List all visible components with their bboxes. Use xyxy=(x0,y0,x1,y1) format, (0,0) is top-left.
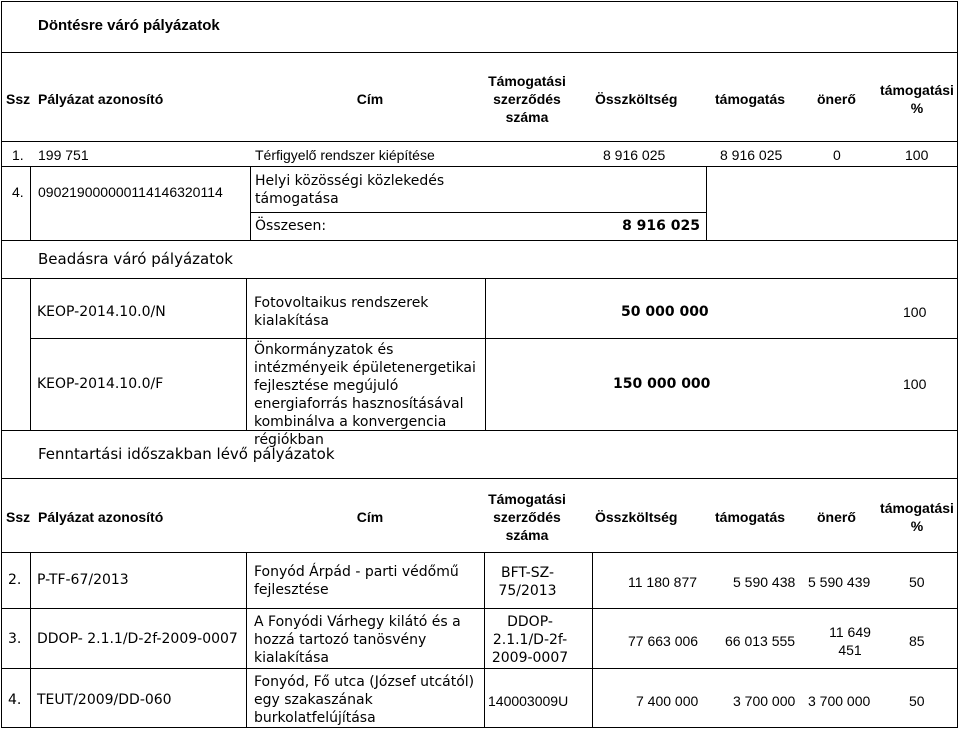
row-ssz: 2. xyxy=(8,572,22,588)
header-cim: Cím xyxy=(356,509,384,525)
row-tamogatas: 3 700 000 xyxy=(733,693,796,709)
header-szazalek: támogatási % xyxy=(880,500,954,534)
rule xyxy=(1,240,958,241)
row-szazalek: 50 xyxy=(909,693,925,709)
total-value: 8 916 025 xyxy=(622,218,700,234)
row-ssz: 4. xyxy=(12,184,24,200)
section-title-deciding: Döntésre váró pályázatok xyxy=(38,17,220,34)
rule xyxy=(1,141,958,142)
row-szerzodes: DDOP-2.1.1/D-2f-2009-0007 xyxy=(491,614,569,666)
section-title-maintenance: Fenntartási időszakban lévő pályázatok xyxy=(38,445,335,463)
rule xyxy=(30,552,31,728)
row-szerzodes: BFT-SZ-75/2013 xyxy=(498,565,557,599)
rule xyxy=(592,552,593,728)
row-onero: 3 700 000 xyxy=(808,693,871,709)
row-onero: 11 649 451 xyxy=(829,624,871,658)
header-osszkoltseg: Összköltség xyxy=(595,509,678,525)
header-ssz: Ssz xyxy=(6,91,31,107)
row-szazalek: 85 xyxy=(909,633,925,649)
header-ssz: Ssz xyxy=(6,509,31,525)
row-osszkoltseg: 77 663 006 xyxy=(628,633,699,649)
row-azonosito: KEOP-2014.10.0/F xyxy=(37,376,164,392)
row-szazalek: 100 xyxy=(903,304,927,320)
header-azonosito: Pályázat azonosító xyxy=(38,509,164,525)
rule xyxy=(246,552,247,728)
row-onero: 0 xyxy=(833,147,841,163)
row-szazalek: 50 xyxy=(909,574,925,590)
rule xyxy=(1,430,958,431)
row-onero: 5 590 439 xyxy=(808,574,871,590)
document-frame xyxy=(1,1,958,728)
row-osszkoltseg: 7 400 000 xyxy=(636,693,699,709)
row-osszkoltseg: 50 000 000 xyxy=(621,304,709,320)
row-cim: A Fonyódi Várhegy kilátó és a hozzá tartozó tanösvény kialakítása xyxy=(254,614,461,666)
row-azonosito: KEOP-2014.10.0/N xyxy=(37,304,166,320)
section-title-pending: Beadásra váró pályázatok xyxy=(38,250,233,268)
row-ssz: 1. xyxy=(12,147,24,163)
header-osszkoltseg: Összköltség xyxy=(595,91,678,107)
row-cim: Önkormányzatok és intézményeik épületenergetikai fejlesztése megújuló energiaforrás hasznosításával kombinálva a konvergencia régiókban xyxy=(254,342,476,448)
row-azonosito: TEUT/2009/DD-060 xyxy=(37,692,172,708)
header-szerzodes: Támogatási szerződés száma xyxy=(488,491,566,543)
rule xyxy=(1,668,958,669)
row-cim: Fonyód Árpád - parti védőmű fejlesztése xyxy=(254,564,459,598)
row-cim: Térfigyelő rendszer kiépítése xyxy=(255,147,435,163)
header-onero: önerő xyxy=(817,509,856,525)
rule xyxy=(1,278,958,279)
header-onero: önerő xyxy=(817,91,856,107)
header-szazalek: támogatási % xyxy=(880,82,954,116)
row-azonosito: 090219000000114146320114 xyxy=(38,184,223,200)
header-cim: Cím xyxy=(356,91,384,107)
row-osszkoltseg: 11 180 877 xyxy=(628,574,698,590)
row-azonosito: 199 751 xyxy=(38,147,89,163)
rule xyxy=(1,52,958,53)
row-ssz: 3. xyxy=(8,631,22,647)
row-szazalek: 100 xyxy=(903,376,927,392)
row-szerzodes: 140003009U xyxy=(488,693,569,709)
rule xyxy=(1,608,958,609)
rule xyxy=(30,166,31,240)
row-cim: Helyi közösségi közlekedés támogatása xyxy=(255,173,445,207)
header-azonosito: Pályázat azonosító xyxy=(38,91,164,107)
header-tamogatas: támogatás xyxy=(715,91,786,107)
row-cim: Fonyód, Fő utca (József utcától) egy szakaszának burkolatfelújítása xyxy=(254,674,475,726)
row-ssz: 4. xyxy=(8,692,22,708)
rule xyxy=(250,166,251,240)
rule xyxy=(1,166,958,167)
row-osszkoltseg: 8 916 025 xyxy=(603,147,666,163)
row-azonosito: DDOP- 2.1.1/D-2f-2009-0007 xyxy=(37,631,238,647)
rule xyxy=(30,338,958,339)
row-azonosito: P-TF-67/2013 xyxy=(37,572,129,588)
header-tamogatas: támogatás xyxy=(715,509,786,525)
total-label: Összesen: xyxy=(255,218,327,234)
rule xyxy=(1,552,958,553)
rule xyxy=(246,278,247,430)
rule xyxy=(1,478,958,479)
row-tamogatas: 5 590 438 xyxy=(733,574,796,590)
rule xyxy=(30,278,31,430)
row-osszkoltseg: 150 000 000 xyxy=(613,376,711,392)
row-tamogatas: 66 013 555 xyxy=(725,633,796,649)
row-cim: Fotovoltaikus rendszerek kialakítása xyxy=(254,295,429,329)
rule xyxy=(706,166,707,240)
row-tamogatas: 8 916 025 xyxy=(720,147,783,163)
rule xyxy=(251,212,707,213)
row-szazalek: 100 xyxy=(905,147,929,163)
rule xyxy=(485,278,486,430)
header-szerzodes: Támogatási szerződés száma xyxy=(488,73,566,125)
